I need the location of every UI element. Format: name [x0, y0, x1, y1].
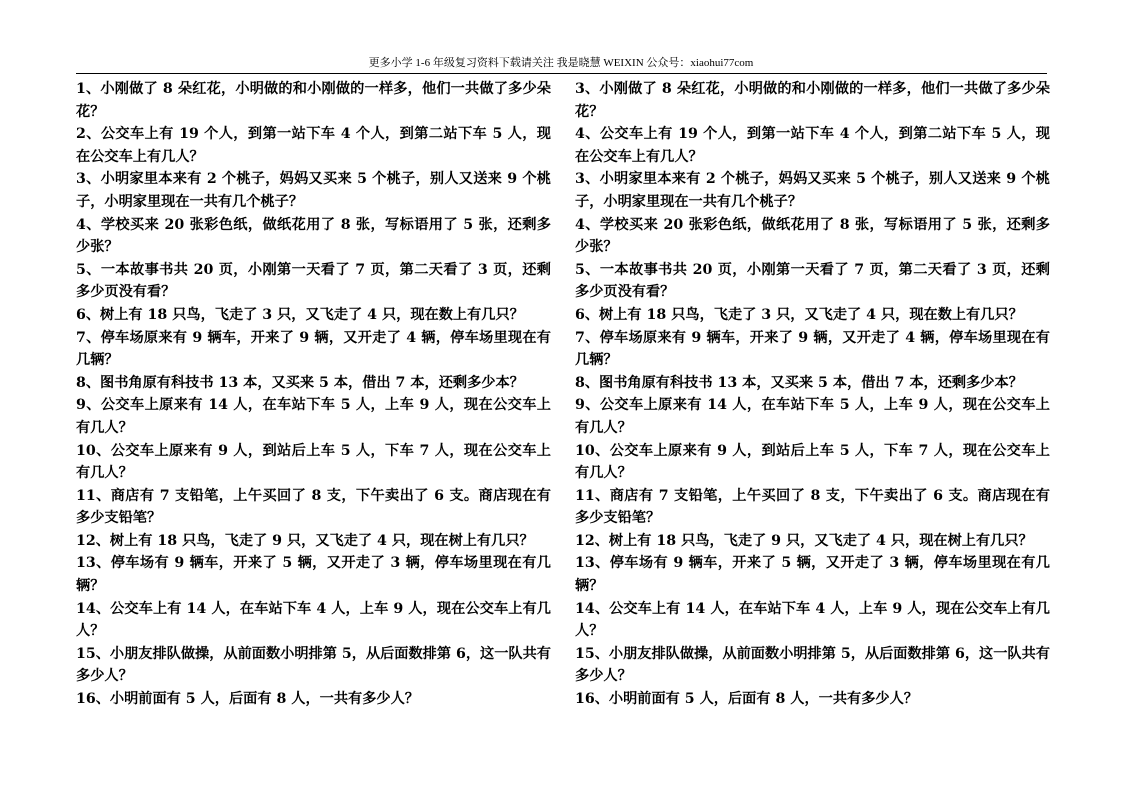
problem-item: 14、公交车上有 14 人，在车站下车 4 人，上车 9 人，现在公交车上有几人？	[76, 600, 551, 640]
problem-item: 10、公交车上原来有 9 人，到站后上车 5 人，下车 7 人，现在公交车上有几人？	[76, 442, 551, 482]
problem-item: 15、小朋友排队做操，从前面数小明排第 5，从后面数排第 6，这一队共有多少人？	[575, 645, 1050, 685]
problem-item: 7、停车场原来有 9 辆车，开来了 9 辆，又开走了 4 辆，停车场里现在有几辆？	[575, 329, 1050, 369]
left-problem-column	[76, 78, 551, 711]
problem-item: 4、公交车上有 19 个人，到第一站下车 4 个人，到第二站下车 5 人，现在公交车上有几人？	[575, 126, 1050, 165]
problem-item: 6、树上有 18 只鸟，飞走了 3 只，又飞走了 4 只，现在数上有几只？	[76, 306, 524, 323]
page-header: 更多小学 1-6 年级复习资料下载请关注 我是晓慧 WEIXIN 公众号：xiaohui77com	[368, 57, 754, 69]
problem-item: 5、一本故事书共 20 页，小刚第一天看了 7 页，第二天看了 3 页，还剩多少页没有看？	[575, 261, 1050, 301]
problem-item: 3、小明家里本来有 2 个桃子，妈妈又买来 5 个桃子，别人又送来 9 个桃子，小明家里现在一共有几个桃子？	[76, 171, 551, 210]
problem-item: 6、树上有 18 只鸟，飞走了 3 只，又飞走了 4 只，现在数上有几只？	[575, 306, 1023, 323]
problem-item: 4、学校买来 20 张彩色纸，做纸花用了 8 张，写标语用了 5 张，还剩多少张？	[575, 216, 1050, 256]
problem-item: 11、商店有 7 支铅笔，上午买回了 8 支，下午卖出了 6 支。商店现在有多少支铅笔？	[575, 487, 1050, 527]
problem-item: 7、停车场原来有 9 辆车，开来了 9 辆，又开走了 4 辆，停车场里现在有几辆？	[76, 329, 551, 369]
header-divider	[76, 73, 1047, 74]
problem-item: 9、公交车上原来有 14 人，在车站下车 5 人，上车 9 人，现在公交车上有几人？	[575, 397, 1050, 436]
problem-item: 3、小明家里本来有 2 个桃子，妈妈又买来 5 个桃子，别人又送来 9 个桃子，小明家里现在一共有几个桃子？	[575, 171, 1050, 210]
problem-item: 16、小明前面有 5 人，后面有 8 人，一共有多少人？	[76, 691, 419, 708]
problem-item: 10、公交车上原来有 9 人，到站后上车 5 人，下车 7 人，现在公交车上有几人？	[575, 442, 1050, 482]
problem-item: 2、公交车上有 19 个人，到第一站下车 4 个人，到第二站下车 5 人，现在公交车上有几人？	[76, 126, 551, 165]
problem-item: 13、停车场有 9 辆车，开来了 5 辆，又开走了 3 辆，停车场里现在有几辆？	[76, 555, 551, 595]
problem-item: 13、停车场有 9 辆车，开来了 5 辆，又开走了 3 辆，停车场里现在有几辆？	[575, 555, 1050, 595]
problem-item: 8、图书角原有科技书 13 本，又买来 5 本，借出 7 本，还剩多少本？	[76, 374, 524, 391]
right-problem-column	[575, 78, 1050, 711]
problem-item: 4、学校买来 20 张彩色纸，做纸花用了 8 张，写标语用了 5 张，还剩多少张？	[76, 216, 551, 256]
problem-item: 14、公交车上有 14 人，在车站下车 4 人，上车 9 人，现在公交车上有几人？	[575, 600, 1050, 640]
problem-item: 1、小刚做了 8 朵红花，小明做的和小刚做的一样多，他们一共做了多少朵花？	[76, 81, 551, 120]
problem-item: 9、公交车上原来有 14 人，在车站下车 5 人，上车 9 人，现在公交车上有几人？	[76, 397, 551, 436]
problem-item: 12、树上有 18 只鸟，飞走了 9 只，又飞走了 4 只，现在树上有几只？	[76, 532, 534, 549]
problem-item: 16、小明前面有 5 人，后面有 8 人，一共有多少人？	[575, 691, 918, 708]
problem-item: 15、小朋友排队做操，从前面数小明排第 5，从后面数排第 6，这一队共有多少人？	[76, 645, 551, 685]
problem-item: 3、小刚做了 8 朵红花，小明做的和小刚做的一样多，他们一共做了多少朵花？	[575, 81, 1050, 120]
problem-item: 12、树上有 18 只鸟，飞走了 9 只，又飞走了 4 只，现在树上有几只？	[575, 532, 1033, 549]
problem-item: 11、商店有 7 支铅笔，上午买回了 8 支，下午卖出了 6 支。商店现在有多少支铅笔？	[76, 487, 551, 527]
problem-item: 5、一本故事书共 20 页，小刚第一天看了 7 页，第二天看了 3 页，还剩多少页没有看？	[76, 261, 551, 301]
problem-item: 8、图书角原有科技书 13 本，又买来 5 本，借出 7 本，还剩多少本？	[575, 374, 1023, 391]
